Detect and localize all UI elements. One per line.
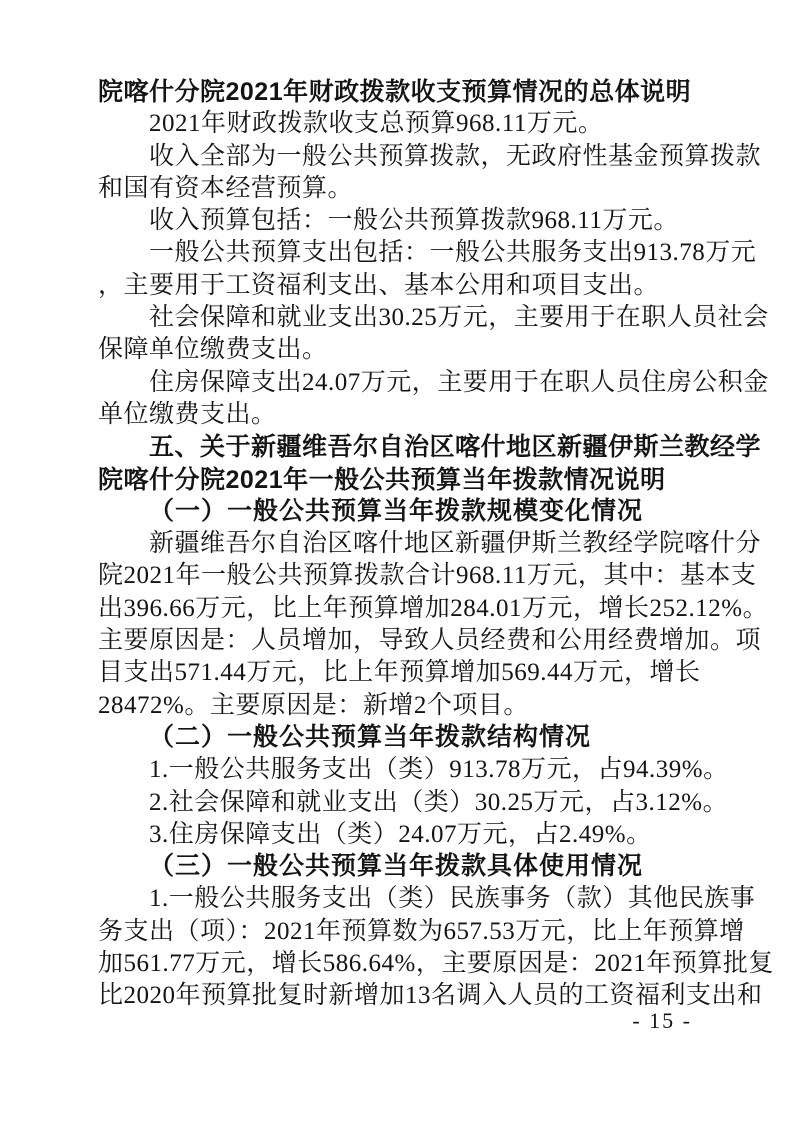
document-body: [98, 76, 774, 1013]
body-line: 3.住房保障支出（类）24.07万元，占2.49%。: [149, 820, 652, 848]
body-line: 一般公共预算支出包括：一般公共服务支出913.78万元: [149, 239, 757, 267]
body-line: 比2020年预算批复时新增加13名调入人员的工资福利支出和: [98, 982, 763, 1010]
page-number: - 15 -: [632, 1008, 692, 1033]
body-line: 住房保障支出24.07万元，主要用于在职人员住房公积金: [149, 368, 769, 396]
body-line: 收入预算包括：一般公共预算拨款968.11万元。: [149, 207, 679, 235]
heading-line: 院喀什分院2021年财政拨款收支预算情况的总体说明: [98, 78, 692, 106]
body-line: 1.一般公共服务支出（类）民族事务（款）其他民族事: [149, 885, 756, 913]
body-line: 加561.77万元，增长586.64%，主要原因是：2021年预算批复: [98, 950, 774, 978]
body-line: 28472%。主要原因是：新增2个项目。: [98, 691, 529, 719]
body-line: 务支出（项）：2021年预算数为657.53万元，比上年预算增: [98, 917, 745, 945]
body-line: 和国有资本经营预算。: [98, 174, 354, 202]
body-line: 保障单位缴费支出。: [98, 336, 328, 364]
subheading-line: （二）一般公共预算当年拨款结构情况: [149, 723, 592, 751]
body-line: 出396.66万元，比上年预算增加284.01万元，增长252.12%。: [98, 594, 769, 622]
body-line: 目支出571.44万元，比上年预算增加569.44万元，增长: [98, 659, 701, 687]
body-line: 院2021年一般公共预算拨款合计968.11万元，其中：基本支: [98, 562, 757, 590]
body-line: 主要原因是：人员增加，导致人员经费和公用经费增加。项: [98, 627, 762, 655]
body-line: 收入全部为一般公共预算拨款，无政府性基金预算拨款: [149, 142, 762, 170]
body-line: 1.一般公共服务支出（类）913.78万元，占94.39%。: [149, 756, 729, 784]
body-line: 2021年财政拨款收支总预算968.11万元。: [149, 110, 604, 138]
heading-line: 五、关于新疆维吾尔自治区喀什地区新疆伊斯兰教经学: [149, 433, 762, 462]
body-line: 新疆维吾尔自治区喀什地区新疆伊斯兰教经学院喀什分: [149, 530, 762, 558]
heading-line: 院喀什分院2021年一般公共预算当年拨款情况说明: [98, 465, 666, 494]
subheading-line: （一）一般公共预算当年拨款规模变化情况: [149, 497, 644, 525]
body-line: 单位缴费支出。: [98, 400, 277, 428]
body-line: ，主要用于工资福利支出、基本公用和项目支出。: [98, 271, 660, 299]
subheading-line: （三）一般公共预算当年拨款具体使用情况: [149, 853, 644, 881]
body-line: 社会保障和就业支出30.25万元，主要用于在职人员社会: [149, 304, 769, 332]
body-line: 2.社会保障和就业支出（类）30.25万元，占3.12%。: [149, 788, 729, 816]
